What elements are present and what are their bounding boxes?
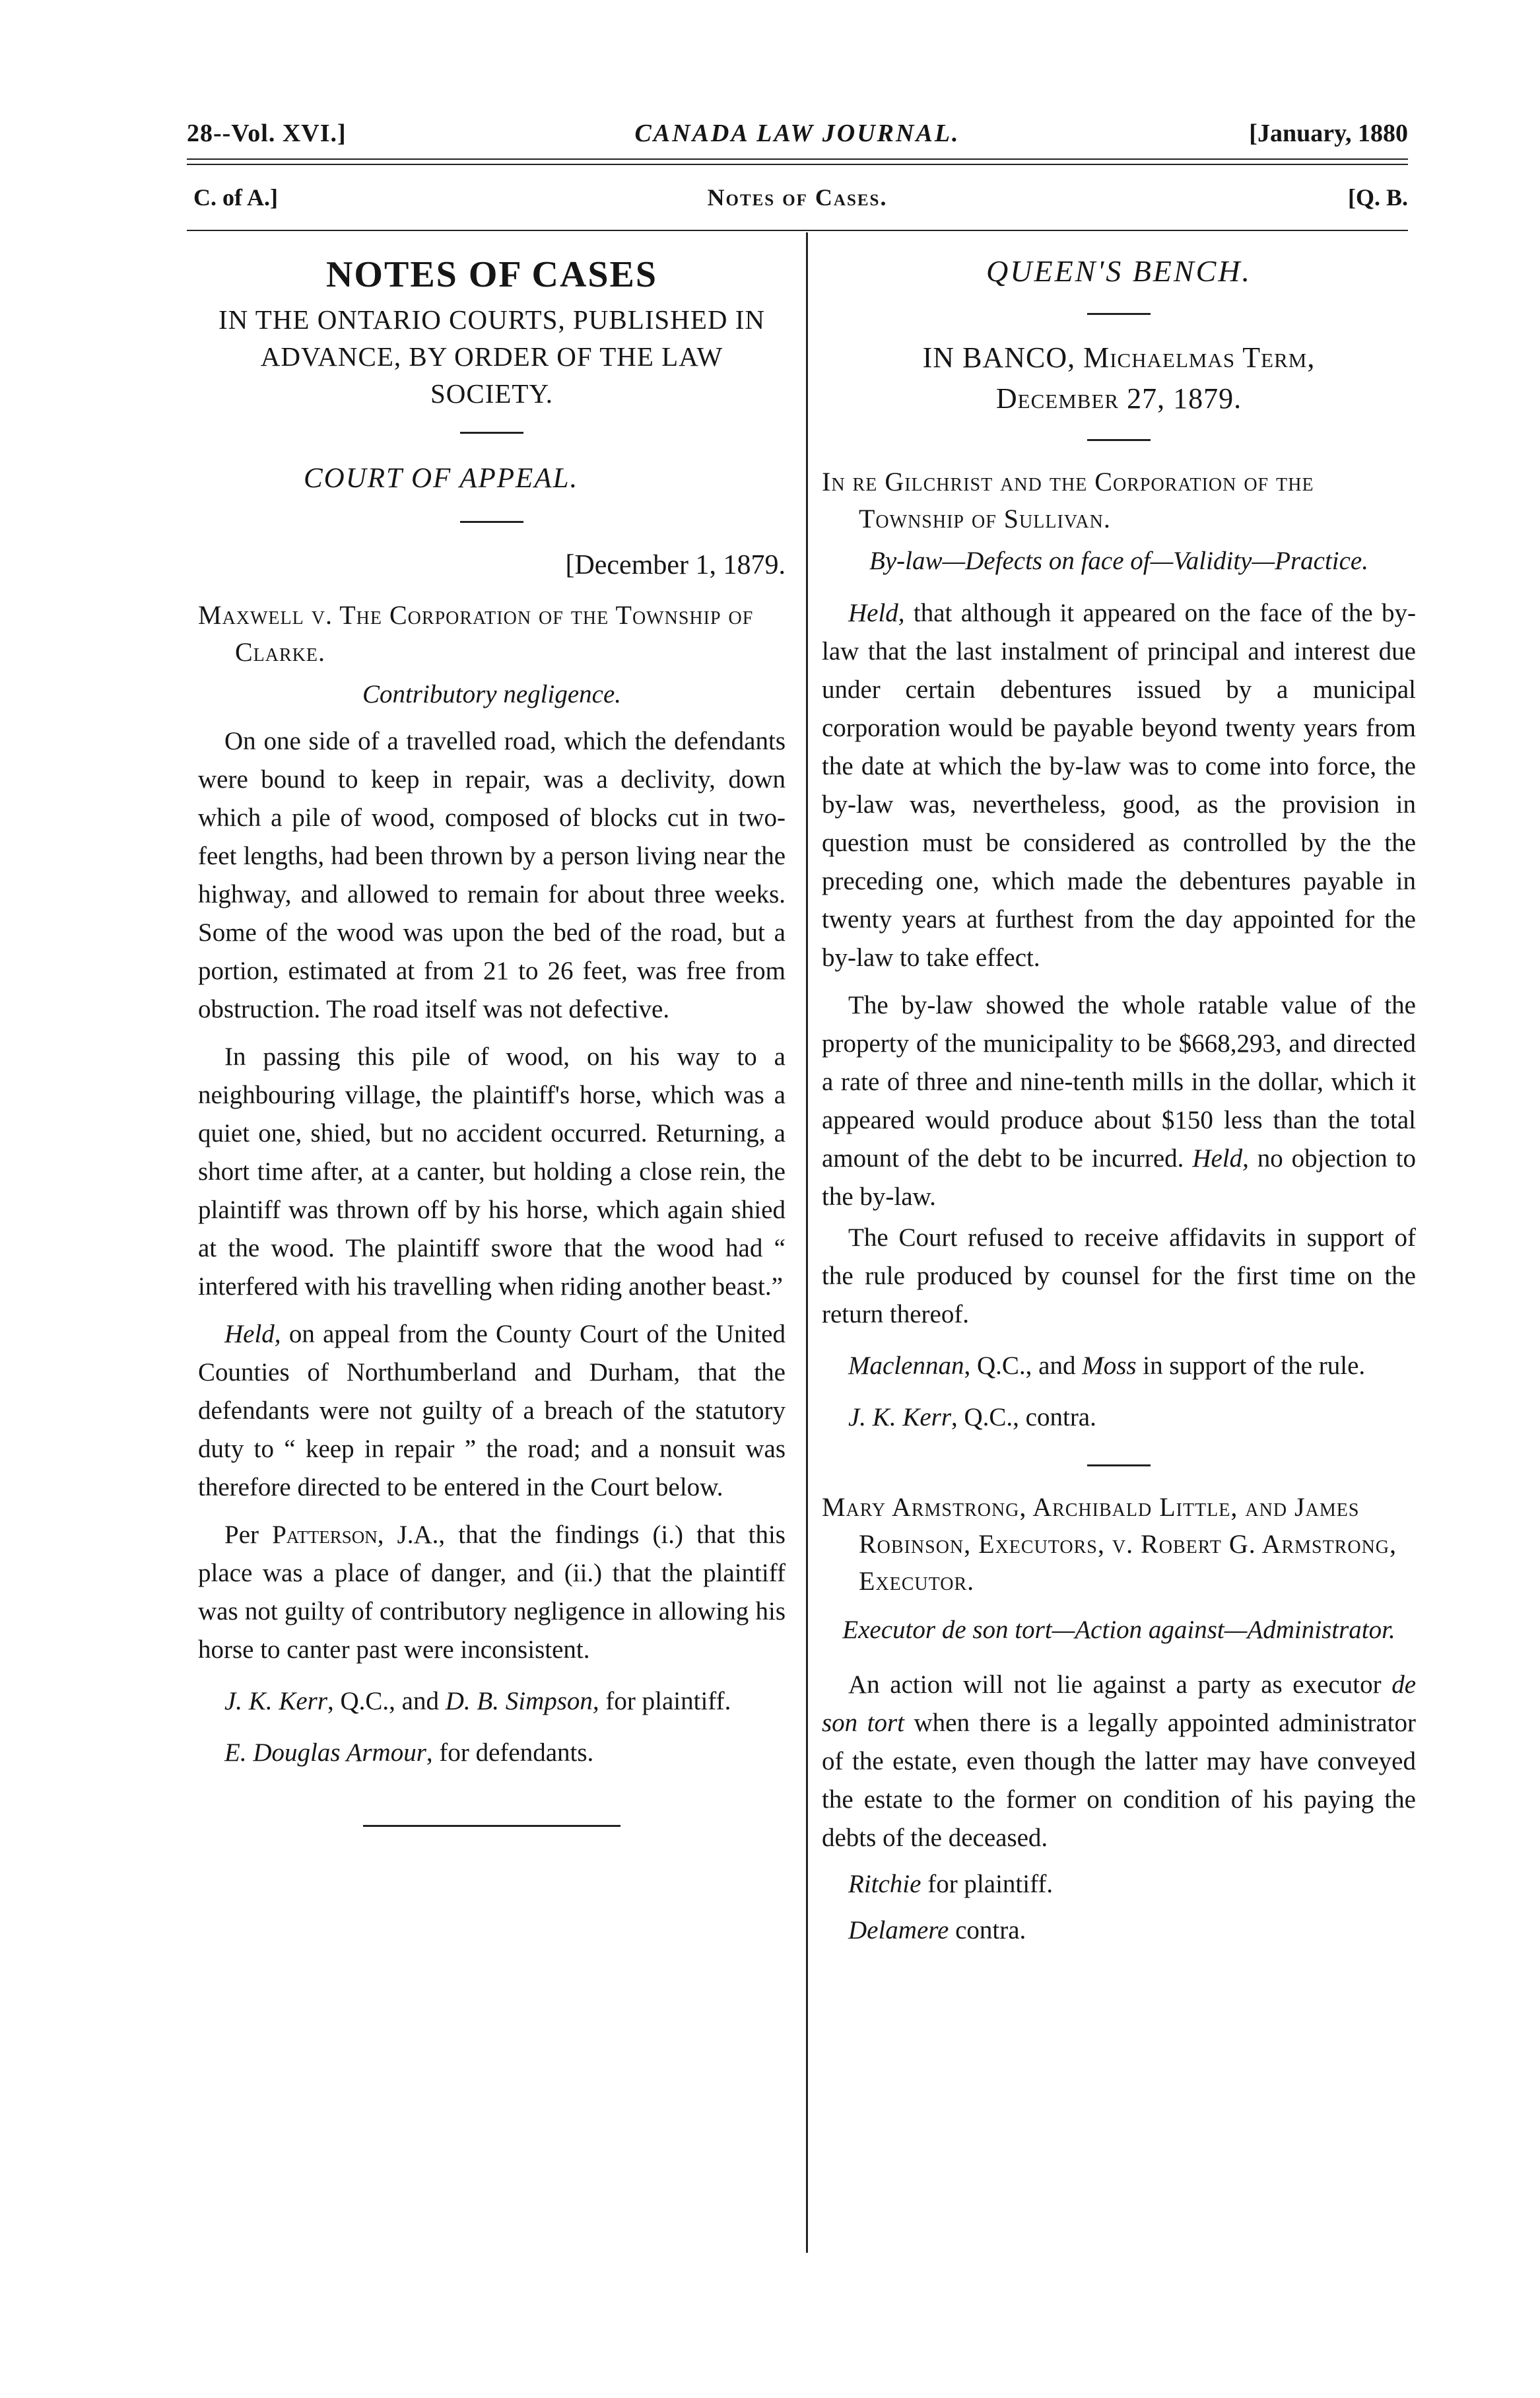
running-head — [187, 112, 1408, 152]
counsel-name: Ritchie — [848, 1870, 921, 1898]
counsel-text: in support of the rule. — [1136, 1352, 1366, 1380]
counsel-line — [224, 1682, 786, 1721]
counsel-text: , Q.C., contra. — [951, 1403, 1096, 1431]
notes-of-cases-heading: NOTES OF CASES — [325, 254, 658, 295]
counsel-line — [198, 1734, 786, 1772]
queens-bench-heading: QUEEN'S BENCH. — [986, 254, 1252, 288]
header-rule — [187, 230, 1408, 231]
notes-subtitle: IN THE ONTARIO COURTS, PUBLISHED IN ADVANCE, BY ORDER OF THE LAW SOCIETY. — [218, 304, 765, 409]
case-subject: Executor de son tort—Action against—Administrator. — [842, 1616, 1395, 1644]
left-court-abbrev: C. of A.] — [193, 184, 278, 211]
counsel-name: J. K. Kerr — [224, 1687, 327, 1715]
separator — [1087, 1464, 1151, 1466]
case-title: In re Gilchrist and the Corporation of the Township of Sullivan. — [822, 467, 1314, 533]
term-date: December 27, 1879. — [995, 382, 1242, 415]
case-paragraph — [822, 1666, 1416, 1857]
separator — [460, 521, 523, 523]
case-subject: Contributory negligence. — [362, 680, 622, 708]
held-label: Held, — [848, 599, 905, 627]
term-heading — [822, 337, 1416, 378]
separator — [1087, 313, 1151, 315]
case-paragraph — [822, 986, 1416, 1216]
counsel-name: J. K. Kerr — [848, 1403, 951, 1431]
counsel-line — [822, 1865, 1416, 1903]
in-banco-label: IN BANCO, — [922, 341, 1084, 374]
case-paragraph: The Court refused to receive affidavits in support of the rule produced by counsel for the first time on the return thereof. — [822, 1223, 1416, 1328]
term-name: Michaelmas Term, — [1083, 341, 1316, 374]
latin-phrase: de son tort — [822, 1670, 1416, 1737]
separator — [460, 432, 523, 434]
paragraph-text: when there is a legally appointed administrator of the estate, even though the latter may have conveyed the estate to the former on condition of his paying the debts of the deceased. — [822, 1709, 1416, 1852]
counsel-name: Moss — [1082, 1352, 1137, 1380]
counsel-line — [848, 1347, 1416, 1385]
held-text: on appeal from the County Court of the United Counties of Northumberland and Durham, that the defendants were not guilty of a breach of the statutory duty to “ keep in repair ” the road; and a nonsuit was therefore directed to be entered in the Court below. — [198, 1320, 786, 1501]
case-date: [December 1, 1879. — [565, 550, 786, 580]
counsel-name: Maclennan — [848, 1352, 964, 1380]
right-court-abbrev: [Q. B. — [1347, 184, 1408, 211]
held-label: Held, — [224, 1320, 281, 1348]
counsel-line — [822, 1911, 1416, 1950]
counsel-line — [822, 1398, 1416, 1437]
case-paragraph — [198, 1516, 786, 1669]
case-paragraph — [198, 1315, 786, 1507]
section-head — [187, 180, 1408, 213]
case-paragraph — [822, 594, 1416, 977]
case-title: Mary Armstrong, Archibald Little, and James Robinson, Executors, v. Robert G. Armstrong, Executor. — [822, 1492, 1397, 1596]
paragraph-text: no objection to the by-law. — [822, 1144, 1416, 1211]
journal-title: CANADA LAW JOURNAL. — [634, 120, 960, 147]
right-column — [822, 244, 1416, 1950]
case-subject: By-law—Defects on face of—Validity—Practice. — [869, 547, 1368, 575]
counsel-name: Delamere — [848, 1916, 949, 1944]
counsel-name: D. B. Simpson, — [445, 1687, 599, 1715]
column-divider — [806, 232, 808, 2253]
finding-text: , J.A., that the findings (i.) that this place was a place of danger, and (ii.) that the plaintiff was not guilty of contributory negligence in allowing his horse to canter past were inconsistent. — [198, 1521, 786, 1664]
end-rule — [363, 1825, 620, 1827]
counsel-name: E. Douglas Armour — [224, 1738, 426, 1767]
judge-name: Patterson — [272, 1521, 378, 1549]
counsel-text: contra. — [949, 1916, 1026, 1944]
counsel-text: , Q.C., and — [964, 1352, 1083, 1380]
header-double-rule — [187, 158, 1408, 165]
page-volume-label: 28--Vol. XVI.] — [187, 120, 347, 147]
paragraph-text: The by-law showed the whole ratable value of the property of the municipality to be $668,293, and directed a rate of three and nine-tenth mills in the dollar, which it appeared would produce about $150 less than the total amount of the debt to be incurred. — [822, 991, 1416, 1173]
paragraph-text: An action will not lie against a party as executor — [848, 1670, 1392, 1699]
counsel-text: for plaintiff. — [599, 1687, 731, 1715]
held-label: Held, — [1192, 1144, 1249, 1173]
issue-date: [January, 1880 — [1249, 120, 1408, 147]
held-text: that although it appeared on the face of the by-law that the last instalment of principal and interest due under certain debentures issued by a municipal corporation would be payable beyond twenty years from the date at which the by-law was to come into force, the by-law was, nevertheless, good, as the provision in question must be considered as controlled by the the preceding one, which made the debentures payable in twenty years at furthest from the day appointed for the by-law to take effect. — [822, 599, 1416, 972]
case-title: Maxwell v. The Corporation of the Township of Clarke. — [198, 600, 754, 667]
left-column — [198, 244, 786, 1827]
separator — [1087, 439, 1151, 441]
case-paragraph: In passing this pile of wood, on his way to a neighbouring village, the plaintiff's horse, which was a quiet one, shied, but no accident occurred. Returning, a short time after, at a canter, but holding a close rein, the plaintiff was thrown off by his horse, which again shied at the wood. The plaintiff swore that the wood had “ interfered with his travelling when riding another beast.” — [198, 1043, 786, 1301]
counsel-text: , Q.C., and — [327, 1687, 446, 1715]
section-title: Notes of Cases. — [707, 184, 888, 211]
counsel-text: for plaintiff. — [921, 1870, 1054, 1898]
court-of-appeal-heading: COURT OF APPEAL. — [304, 463, 579, 494]
per-label: Per — [224, 1521, 273, 1549]
counsel-text: , for defendants. — [426, 1738, 594, 1767]
case-paragraph: On one side of a travelled road, which the defendants were bound to keep in repair, was a declivity, down which a pile of wood, composed of blocks cut in two-feet lengths, had been thrown by a person living near the highway, and allowed to remain for about three weeks. Some of the wood was upon the bed of the road, but a portion, estimated at from 21 to 26 feet, was free from obstruction. The road itself was not defective. — [198, 727, 786, 1023]
